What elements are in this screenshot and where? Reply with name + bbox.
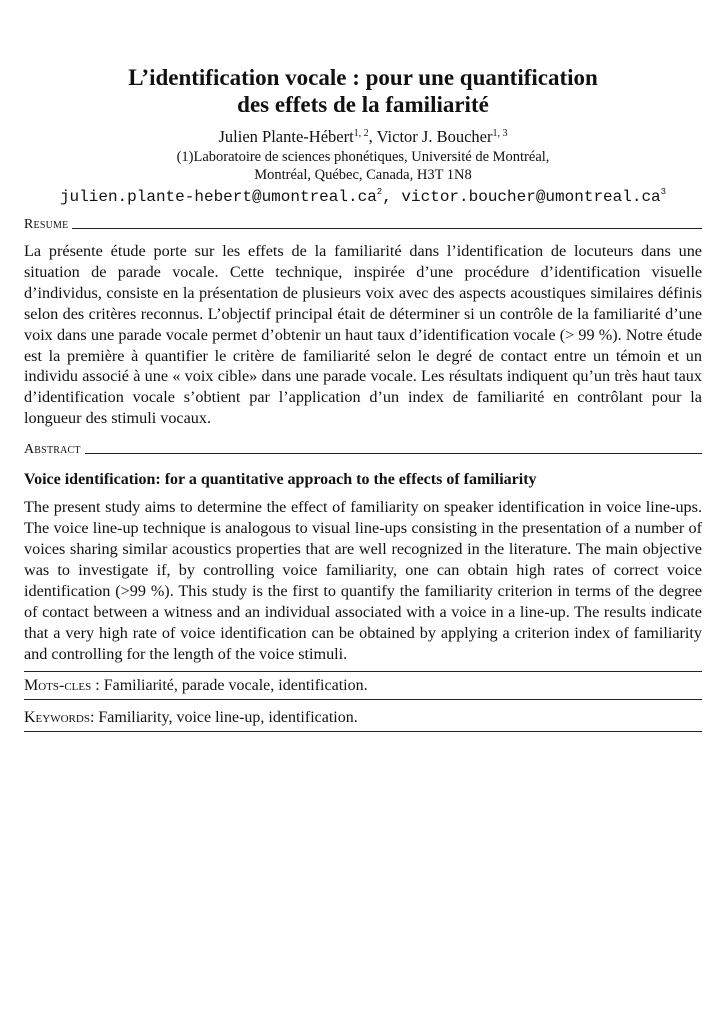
email-separator: ,	[382, 188, 402, 206]
email-1-marker: 2	[376, 187, 383, 197]
resume-text: La présente étude porte sur les effets de la familiarité dans l’identification de locuteurs dans une situation de parade vocale. Cette technique, inspirée d’une procédure d’identification visuelle d’individus, consiste en la présentation de plusieurs voix avec des aspects acoustiques similaires définis selon des critères reconnus. L’objectif principal était de déterminer si un contrôle de la familiarité d’une voix dans une parade vocale permet d’obtenir un haut taux d’identification vocale (> 99 %). Notre étude est la première à quantifier le critère de familiarité selon le degré de contact entre un témoin et un individu associé à une « voix cible» dans une parade vocale. Les résultats indiquent qu’un très haut taux d’identification vocale s’obtient par l’application d’un index de familiarité en contrôlant pour la longueur des stimuli vocaux.	[24, 242, 702, 428]
resume-heading-rule	[72, 228, 702, 229]
affiliation	[24, 148, 702, 184]
keywords-label: Keywords:	[24, 709, 95, 727]
title-line-2: des effets de la familiarité	[237, 92, 489, 117]
author-1-affiliation-marker: 1, 2	[353, 128, 369, 139]
title-line-1: L’identification vocale : pour une quantification	[128, 65, 598, 90]
paper-title	[24, 64, 702, 118]
mots-cles-label: Mots-cles :	[24, 677, 100, 695]
author-separator: ,	[368, 127, 377, 146]
keywords-line	[24, 706, 702, 732]
abstract-heading	[24, 438, 702, 458]
keywords-value: Familiarity, voice line-up, identification.	[98, 709, 358, 727]
abstract-text: The present study aims to determine the effect of familiarity on speaker identification in voice line-ups. The voice line-up technique is analogous to visual line-ups consisting in the presentation of a number of voices sharing similar acoustics properties that are well recognized in the literature. The main objective was to investigate if, by controlling voice familiarity, one can obtain high rates of correct voice identification (>99 %). This study is the first to quantify the familiarity criterion in terms of the degree of contact between a witness and an individual associated with a voice in a line-up. The results indicate that a very high rate of voice identification can be obtained by applying a criterion index of familiarity and controlling for the length of the voice stimuli.	[24, 498, 702, 663]
mots-cles-value: Familiarité, parade vocale, identification.	[103, 677, 368, 695]
abstract-heading-rule	[85, 453, 702, 454]
affiliation-line-1: (1)Laboratoire de sciences phonétiques, Université de Montréal,	[176, 149, 550, 165]
keywords-block	[24, 671, 702, 732]
abstract-title: Voice identification: for a quantitative approach to the effects of familiarity	[24, 471, 537, 489]
email-2[interactable]: victor.boucher@umontreal.ca	[401, 188, 661, 206]
resume-heading	[24, 213, 702, 233]
mots-cles-line	[24, 674, 702, 700]
author-2-name: Victor J. Boucher	[376, 127, 493, 146]
email-1[interactable]: julien.plante-hebert@umontreal.ca	[59, 188, 377, 206]
affiliation-line-2: Montréal, Québec, Canada, H3T 1N8	[254, 167, 472, 183]
author-2-affiliation-marker: 1, 3	[492, 128, 508, 139]
paper-page	[24, 64, 702, 732]
email-2-marker: 3	[660, 187, 667, 197]
resume-label: Resume	[24, 217, 69, 232]
author-emails	[10, 186, 716, 208]
author-1-name: Julien Plante-Hébert	[218, 127, 354, 146]
abstract-label: Abstract	[24, 442, 81, 458]
author-list	[24, 127, 702, 147]
